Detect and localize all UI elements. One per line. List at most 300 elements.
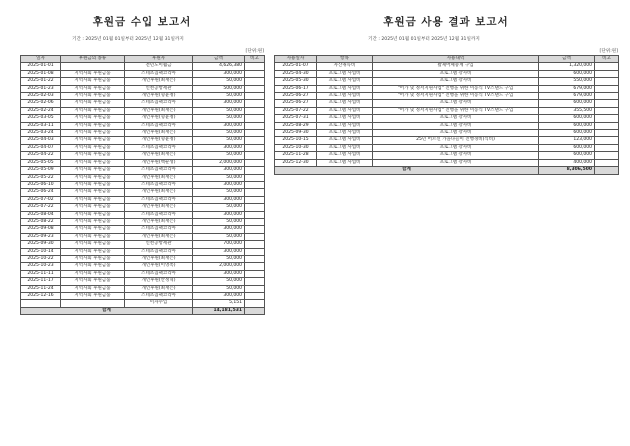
income-note-cell — [245, 300, 265, 307]
income-type-cell — [61, 63, 125, 70]
income-donor-cell: 개인후원(최재은) — [125, 218, 193, 225]
expense-report-title: 후원금 사용 결과 보고서 — [383, 16, 509, 28]
expense-row — [275, 159, 619, 166]
income-row — [21, 100, 265, 107]
income-date-cell: 2025-06-10 — [21, 181, 61, 188]
income-donor-cell: 개인후원(최재은) — [125, 255, 193, 262]
income-date-cell: 2025-07-02 — [21, 196, 61, 203]
income-row — [21, 196, 265, 203]
income-type-cell: 지역사회 후원금품 — [61, 211, 125, 218]
income-donor-cell: 개인후원(최재은) — [125, 285, 193, 292]
income-header-row — [21, 56, 265, 63]
income-date-cell: 2025-06-24 — [21, 189, 61, 196]
expense-item-cell: 프로그램 사업비 — [317, 152, 373, 159]
expense-note-cell — [595, 130, 619, 137]
income-date-cell: 2025-02-06 — [21, 100, 61, 107]
income-type-cell — [61, 300, 125, 307]
income-date-cell: 2025-04-22 — [21, 152, 61, 159]
expense-unit: [단위:원] — [599, 49, 618, 54]
income-date-cell: 2025-11-11 — [21, 270, 61, 277]
income-date-cell: 2025-02-03 — [21, 93, 61, 100]
expense-date-cell: 2025-11-28 — [275, 152, 317, 159]
income-donor-cell: 개인후원(최재은) — [125, 204, 193, 211]
income-type-cell: 지역사회 후원금품 — [61, 285, 125, 292]
income-donor-cell: 인천공항세관 — [125, 85, 193, 92]
expense-date-cell: 2025-06-27 — [275, 100, 317, 107]
expense-header-row — [275, 56, 619, 63]
income-note-cell — [245, 233, 265, 240]
income-donor-cell: 개인후원(형윤정) — [125, 115, 193, 122]
income-row — [21, 285, 265, 292]
expense-item-cell: 프로그램 사업비 — [317, 122, 373, 129]
income-amount-cell: 2,000,000 — [193, 263, 245, 270]
expense-item-cell: 프로그램 사업비 — [317, 115, 373, 122]
income-row — [21, 226, 265, 233]
expense-item-cell: 프로그램 사업비 — [317, 85, 373, 92]
income-donor-cell: 이자수입 — [125, 300, 193, 307]
income-row — [21, 300, 265, 307]
income-donor-cell: 스테츠칩팩코리아 — [125, 270, 193, 277]
income-note-cell — [245, 241, 265, 248]
expense-row — [275, 115, 619, 122]
income-row — [21, 70, 265, 77]
expense-date-cell: 2025-09-30 — [275, 130, 317, 137]
income-type-cell: 지역사회 후원금품 — [61, 293, 125, 300]
income-type-cell: 지역사회 후원금품 — [61, 189, 125, 196]
income-row — [21, 278, 265, 285]
income-note-cell — [245, 174, 265, 181]
expense-date-cell: 2025-12-30 — [275, 159, 317, 166]
income-date-cell: 2025-05-22 — [21, 174, 61, 181]
income-date-cell: 2025-03-24 — [21, 130, 61, 137]
income-note-cell — [245, 226, 265, 233]
income-donor-cell: 스테츠칩팩코리아 — [125, 248, 193, 255]
income-date-cell — [21, 300, 61, 307]
income-date-cell: 2025-03-11 — [21, 122, 61, 129]
income-note-cell — [245, 248, 265, 255]
expense-amount-cell: 600,000 — [539, 122, 595, 129]
income-type-cell: 지역사회 후원금품 — [61, 130, 125, 137]
income-donor-cell: 스테츠칩팩코리아 — [125, 144, 193, 151]
income-note-cell — [245, 181, 265, 188]
income-note-cell — [245, 100, 265, 107]
expense-row — [275, 130, 619, 137]
income-type-cell: 지역사회 후원금품 — [61, 70, 125, 77]
income-donor-cell: 개인후원(최재은) — [125, 189, 193, 196]
expense-item-cell: 프로그램 사업비 — [317, 159, 373, 166]
income-note-cell — [245, 189, 265, 196]
income-amount-cell: 50,000 — [193, 130, 245, 137]
income-date-cell: 2025-10-23 — [21, 263, 61, 270]
income-header-amount: 금액 — [193, 56, 245, 63]
expense-amount-cell: 600,000 — [539, 70, 595, 77]
income-amount-cell: 50,000 — [193, 204, 245, 211]
income-row — [21, 122, 265, 129]
expense-detail-cell: 활제어체중계 구입 — [373, 63, 539, 70]
income-type-cell: 지역사회 후원금품 — [61, 122, 125, 129]
income-note-cell — [245, 196, 265, 203]
income-type-cell: 지역사회 후원금품 — [61, 241, 125, 248]
income-type-cell: 지역사회 후원금품 — [61, 93, 125, 100]
expense-header-note: 비고 — [595, 56, 619, 63]
income-note-cell — [245, 255, 265, 262]
income-note-cell — [245, 144, 265, 151]
income-date-cell: 2025-08-22 — [21, 218, 61, 225]
expense-item-cell: 프로그램 사업비 — [317, 78, 373, 85]
income-note-cell — [245, 204, 265, 211]
expense-detail-cell: 프로그램 강사비 — [373, 159, 539, 166]
expense-item-cell: 프로그램 사업비 — [317, 93, 373, 100]
income-type-cell: 지역사회 후원금품 — [61, 107, 125, 114]
expense-note-cell — [595, 70, 619, 77]
income-row — [21, 204, 265, 211]
income-unit: [단위:원] — [245, 49, 264, 54]
income-total-note — [245, 307, 265, 314]
income-note-cell — [245, 130, 265, 137]
expense-period: 기간 : 2025년 01월 01일부터 2025년 12월 31일까지 — [368, 37, 480, 42]
income-date-cell: 2025-11-17 — [21, 278, 61, 285]
income-donor-cell: 개인후원(최재은) — [125, 152, 193, 159]
expense-amount-cell: 679,000 — [539, 93, 595, 100]
expense-note-cell — [595, 78, 619, 85]
expense-date-cell: 2025-08-29 — [275, 122, 317, 129]
income-amount-cell: 50,000 — [193, 278, 245, 285]
income-row — [21, 293, 265, 300]
income-type-cell: 지역사회 후원금품 — [61, 174, 125, 181]
income-type-cell: 지역사회 후원금품 — [61, 137, 125, 144]
income-type-cell: 지역사회 후원금품 — [61, 204, 125, 211]
income-donor-cell: 개인후원(형윤정) — [125, 137, 193, 144]
expense-table — [274, 55, 619, 175]
income-report-title: 후원금 수입 보고서 — [92, 16, 192, 28]
income-row — [21, 137, 265, 144]
income-row — [21, 270, 265, 277]
income-row — [21, 255, 265, 262]
income-donor-cell: 개인후원(최재은) — [125, 78, 193, 85]
expense-header-amount: 금액 — [539, 56, 595, 63]
income-date-cell: 2025-11-24 — [21, 285, 61, 292]
income-row — [21, 181, 265, 188]
income-amount-cell: 50,000 — [193, 189, 245, 196]
income-amount-cell: 300,000 — [193, 270, 245, 277]
income-header-date: 일자 — [21, 56, 61, 63]
income-donor-cell: 스테츠칩팩코리아 — [125, 226, 193, 233]
income-row — [21, 93, 265, 100]
expense-total-value: 8,306,500 — [539, 167, 595, 174]
income-note-cell — [245, 137, 265, 144]
expense-amount-cell: 600,000 — [539, 100, 595, 107]
expense-amount-cell: 400,000 — [539, 159, 595, 166]
expense-date-cell: 2025-01-07 — [275, 63, 317, 70]
income-report — [20, 0, 264, 315]
expense-detail-cell: 프로그램 강사비 — [373, 78, 539, 85]
expense-row — [275, 122, 619, 129]
income-row — [21, 167, 265, 174]
income-header-note: 비고 — [245, 56, 265, 63]
income-date-cell: 2025-02-24 — [21, 107, 61, 114]
income-type-cell: 지역사회 후원금품 — [61, 248, 125, 255]
income-donor-cell: 개인후원(최재은) — [125, 107, 193, 114]
expense-note-cell — [595, 137, 619, 144]
expense-amount-cell: 600,000 — [539, 115, 595, 122]
expense-date-cell: 2025-07-31 — [275, 115, 317, 122]
expense-note-cell — [595, 122, 619, 129]
income-note-cell — [245, 211, 265, 218]
expense-row — [275, 152, 619, 159]
income-note-cell — [245, 263, 265, 270]
income-total-value: 14,181,531 — [193, 307, 245, 314]
expense-detail-cell: 프로그램 강사비 — [373, 122, 539, 129]
income-date-cell: 2025-10-14 — [21, 248, 61, 255]
income-donor-cell: 스테츠칩팩코리아 — [125, 100, 193, 107]
income-amount-cell: 4,626,380 — [193, 63, 245, 70]
income-note-cell — [245, 115, 265, 122]
income-type-cell: 지역사회 후원금품 — [61, 85, 125, 92]
expense-note-cell — [595, 152, 619, 159]
expense-item-cell: 프로그램 사업비 — [317, 130, 373, 137]
income-total-label: 합계 — [21, 307, 193, 314]
income-amount-cell: 50,000 — [193, 115, 245, 122]
income-amount-cell: 50,000 — [193, 218, 245, 225]
expense-detail-cell: 프로그램 강사비 — [373, 152, 539, 159]
income-date-cell: 2025-05-05 — [21, 159, 61, 166]
income-type-cell: 지역사회 후원금품 — [61, 152, 125, 159]
expense-row — [275, 63, 619, 70]
expense-amount-cell: 355,500 — [539, 107, 595, 114]
income-total-row — [21, 307, 265, 314]
income-type-cell: 지역사회 후원금품 — [61, 278, 125, 285]
expense-row — [275, 144, 619, 151]
expense-detail-cell: 프로그램 강사비 — [373, 115, 539, 122]
income-amount-cell: 50,000 — [193, 174, 245, 181]
expense-amount-cell: 600,000 — [539, 152, 595, 159]
income-row — [21, 218, 265, 225]
expense-row — [275, 100, 619, 107]
income-amount-cell: 300,000 — [193, 293, 245, 300]
expense-header-date: 사용일자 — [275, 56, 317, 63]
income-amount-cell: 50,000 — [193, 78, 245, 85]
income-date-cell: 2025-01-23 — [21, 85, 61, 92]
income-amount-cell: 300,000 — [193, 248, 245, 255]
income-note-cell — [245, 293, 265, 300]
income-amount-cell: 5,151 — [193, 300, 245, 307]
income-row — [21, 211, 265, 218]
expense-amount-cell: 600,000 — [539, 130, 595, 137]
income-donor-cell: 스테츠칩팩코리아 — [125, 293, 193, 300]
income-amount-cell: 50,000 — [193, 255, 245, 262]
income-donor-cell: 개인후원(형윤정) — [125, 93, 193, 100]
expense-item-cell: 프로그램 사업비 — [317, 107, 373, 114]
income-note-cell — [245, 159, 265, 166]
expense-date-cell: 2025-07-22 — [275, 107, 317, 114]
expense-amount-cell: 1,320,000 — [539, 63, 595, 70]
income-date-cell: 2025-08-04 — [21, 211, 61, 218]
expense-detail-cell: 프로그램 강사비 — [373, 70, 539, 77]
income-donor-cell: 스테츠칩팩코리아 — [125, 122, 193, 129]
income-amount-cell: 50,000 — [193, 152, 245, 159]
income-row — [21, 78, 265, 85]
income-donor-cell: 개인후원(백순성) — [125, 159, 193, 166]
income-type-cell: 지역사회 후원금품 — [61, 263, 125, 270]
expense-detail-cell: 프로그램 강사비 — [373, 130, 539, 137]
expense-detail-cell: "어가 및 정서지원사업" 진행을 위한 이동식 TV스탠드 구입 — [373, 85, 539, 92]
expense-note-cell — [595, 115, 619, 122]
income-note-cell — [245, 93, 265, 100]
expense-total-label: 합계 — [275, 167, 539, 174]
expense-item-cell: 프로그램 사업비 — [317, 100, 373, 107]
expense-note-cell — [595, 100, 619, 107]
income-row — [21, 144, 265, 151]
income-date-cell: 2025-01-01 — [21, 63, 61, 70]
expense-row — [275, 137, 619, 144]
income-type-cell: 지역사회 후원금품 — [61, 255, 125, 262]
expense-amount-cell: 123,000 — [539, 137, 595, 144]
income-note-cell — [245, 278, 265, 285]
income-donor-cell: 전년도이월금 — [125, 63, 193, 70]
income-note-cell — [245, 78, 265, 85]
income-note-cell — [245, 270, 265, 277]
expense-detail-cell: 프로그램 강사비 — [373, 144, 539, 151]
income-amount-cell: 500,000 — [193, 85, 245, 92]
income-date-cell: 2025-01-22 — [21, 78, 61, 85]
expense-item-cell: 프로그램 사업비 — [317, 137, 373, 144]
income-type-cell: 지역사회 후원금품 — [61, 233, 125, 240]
income-amount-cell: 50,000 — [193, 93, 245, 100]
income-type-cell: 지역사회 후원금품 — [61, 115, 125, 122]
expense-header-detail: 사용내역 — [373, 56, 539, 63]
expense-item-cell: 자산취득비 — [317, 63, 373, 70]
income-donor-cell: 개인후원(최재은) — [125, 174, 193, 181]
income-donor-cell: 스테츠칩팩코리아 — [125, 70, 193, 77]
expense-detail-cell: "어가 및 정서지원사업" 진행을 위한 이동식 TV스탠드 구입 — [373, 93, 539, 100]
expense-note-cell — [595, 63, 619, 70]
expense-row — [275, 107, 619, 114]
income-table — [20, 55, 265, 315]
income-note-cell — [245, 167, 265, 174]
expense-item-cell: 프로그램 사업비 — [317, 144, 373, 151]
income-date-cell: 2025-09-30 — [21, 241, 61, 248]
income-row — [21, 85, 265, 92]
income-date-cell: 2025-04-07 — [21, 144, 61, 151]
income-amount-cell: 50,000 — [193, 285, 245, 292]
expense-amount-cell: 600,000 — [539, 144, 595, 151]
income-note-cell — [245, 85, 265, 92]
income-row — [21, 63, 265, 70]
income-amount-cell: 300,000 — [193, 181, 245, 188]
expense-note-cell — [595, 159, 619, 166]
income-amount-cell: 300,000 — [193, 226, 245, 233]
expense-amount-cell: 550,000 — [539, 78, 595, 85]
income-row — [21, 248, 265, 255]
income-type-cell: 지역사회 후원금품 — [61, 226, 125, 233]
income-note-cell — [245, 218, 265, 225]
income-note-cell — [245, 70, 265, 77]
income-note-cell — [245, 63, 265, 70]
expense-detail-cell: "어가 및 정서지원사업" 진행을 위한 이동식 TV스탠드 구입 — [373, 107, 539, 114]
expense-item-cell: 프로그램 사업비 — [317, 70, 373, 77]
income-amount-cell: 50,000 — [193, 137, 245, 144]
expense-date-cell: 2025-05-30 — [275, 78, 317, 85]
expense-row — [275, 78, 619, 85]
expense-row — [275, 93, 619, 100]
income-row — [21, 174, 265, 181]
expense-note-cell — [595, 144, 619, 151]
income-amount-cell: 50,000 — [193, 233, 245, 240]
income-type-cell: 지역사회 후원금품 — [61, 159, 125, 166]
income-note-cell — [245, 152, 265, 159]
income-amount-cell: 2,000,000 — [193, 159, 245, 166]
expense-date-cell: 2025-06-17 — [275, 85, 317, 92]
income-row — [21, 130, 265, 137]
expense-report — [274, 0, 618, 175]
income-row — [21, 159, 265, 166]
income-type-cell: 지역사회 후원금품 — [61, 196, 125, 203]
income-donor-cell: 개인후원(최재은) — [125, 130, 193, 137]
income-donor-cell: 스테츠칩팩코리아 — [125, 167, 193, 174]
income-amount-cell: 300,000 — [193, 196, 245, 203]
income-amount-cell: 50,000 — [193, 107, 245, 114]
income-donor-cell: 스테츠칩팩코리아 — [125, 211, 193, 218]
income-amount-cell: 700,000 — [193, 241, 245, 248]
expense-date-cell: 2025-10-15 — [275, 137, 317, 144]
income-amount-cell: 300,000 — [193, 167, 245, 174]
income-amount-cell: 300,000 — [193, 211, 245, 218]
income-note-cell — [245, 122, 265, 129]
income-date-cell: 2025-04-03 — [21, 137, 61, 144]
income-date-cell: 2025-09-08 — [21, 226, 61, 233]
income-header-type: 후원금의 종류 — [61, 56, 125, 63]
income-type-cell: 지역사회 후원금품 — [61, 218, 125, 225]
income-note-cell — [245, 285, 265, 292]
expense-header-item: 항목 — [317, 56, 373, 63]
income-row — [21, 233, 265, 240]
income-amount-cell: 300,000 — [193, 100, 245, 107]
expense-total-note — [595, 167, 619, 174]
income-row — [21, 189, 265, 196]
income-date-cell: 2025-10-22 — [21, 255, 61, 262]
income-row — [21, 241, 265, 248]
expense-date-cell: 2025-10-30 — [275, 144, 317, 151]
income-donor-cell: 스테츠칩팩코리아 — [125, 181, 193, 188]
income-date-cell: 2025-03-05 — [21, 115, 61, 122]
income-amount-cell: 300,000 — [193, 122, 245, 129]
expense-date-cell: 2025-04-30 — [275, 70, 317, 77]
income-type-cell: 지역사회 후원금품 — [61, 78, 125, 85]
expense-total-row — [275, 167, 619, 174]
expense-amount-cell: 679,000 — [539, 85, 595, 92]
income-amount-cell: 300,000 — [193, 144, 245, 151]
income-period: 기간 : 2025년 01월 01일부터 2025년 12월 31일까지 — [72, 37, 184, 42]
income-type-cell: 지역사회 후원금품 — [61, 100, 125, 107]
income-row — [21, 263, 265, 270]
income-donor-cell: 개인후원(이영옥) — [125, 263, 193, 270]
income-row — [21, 107, 265, 114]
income-date-cell: 2025-12-16 — [21, 293, 61, 300]
income-donor-cell: 인천공항세관 — [125, 241, 193, 248]
income-type-cell: 지역사회 후원금품 — [61, 181, 125, 188]
income-type-cell: 지역사회 후원금품 — [61, 270, 125, 277]
income-date-cell: 2025-01-08 — [21, 70, 61, 77]
expense-row — [275, 70, 619, 77]
income-note-cell — [245, 107, 265, 114]
income-donor-cell: 개인후원(최재은) — [125, 233, 193, 240]
expense-detail-cell: 25년 어르신 가을나들이 진행경비(식비) — [373, 137, 539, 144]
expense-note-cell — [595, 107, 619, 114]
expense-note-cell — [595, 93, 619, 100]
expense-note-cell — [595, 85, 619, 92]
income-donor-cell: 개인후원(안정혁) — [125, 278, 193, 285]
expense-row — [275, 85, 619, 92]
